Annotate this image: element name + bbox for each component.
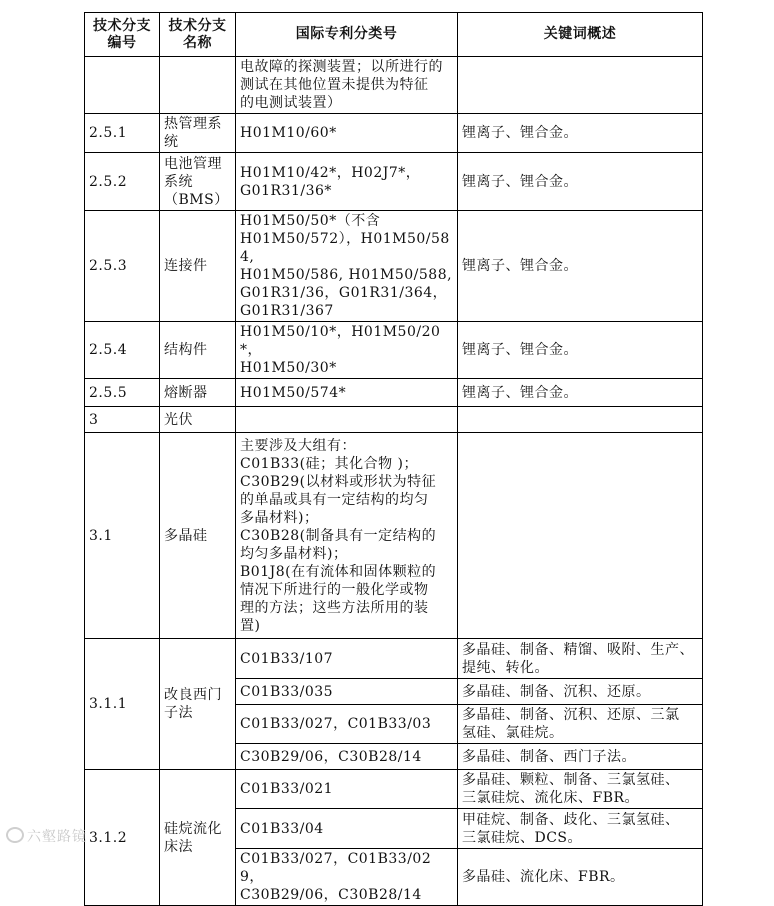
- row-code: 2.5.1: [85, 114, 160, 153]
- group-code: 3.1.2: [85, 770, 160, 906]
- header-name: 技术分支 名称: [160, 13, 236, 57]
- row-keywords: 多晶硅、制备、西门子法。: [458, 744, 703, 770]
- row-ipc: C01B33/027，C01B33/03: [236, 705, 458, 744]
- row-ipc: H01M10/42*，H02J7*， G01R31/36*: [236, 153, 458, 211]
- row-name: 热管理系 统: [160, 114, 236, 153]
- row-ipc: C01B33/107: [236, 639, 458, 679]
- table-row: [85, 114, 703, 153]
- header-keywords: 关键词概述: [458, 13, 703, 57]
- table-row: [85, 433, 703, 639]
- row-name: 结构件: [160, 322, 236, 379]
- patent-classification-table: [84, 12, 703, 906]
- row-ipc: H01M50/574*: [236, 379, 458, 407]
- watermark: [6, 826, 87, 846]
- row-keywords: 多晶硅、颗粒、制备、三氯氢硅、 三氯硅烷、流化床、FBR。: [458, 770, 703, 809]
- header-code: 技术分支 编号: [85, 13, 160, 57]
- row-ipc: H01M10/60*: [236, 114, 458, 153]
- row-name: [160, 57, 236, 114]
- row-keywords: 锂离子、锂合金。: [458, 114, 703, 153]
- row-name: 电池管理 系统 （BMS）: [160, 153, 236, 211]
- row-keywords: [458, 57, 703, 114]
- row-keywords: [458, 407, 703, 433]
- watermark-logo-icon: [6, 827, 24, 843]
- row-name: 光伏: [160, 407, 236, 433]
- watermark-text: 六壑路镜: [27, 829, 87, 845]
- row-keywords: 锂离子、锂合金。: [458, 153, 703, 211]
- row-ipc: C30B29/06，C30B28/14: [236, 744, 458, 770]
- row-code: 2.5.2: [85, 153, 160, 211]
- table-row: [85, 770, 703, 809]
- row-keywords: 锂离子、锂合金。: [458, 211, 703, 322]
- row-ipc: [236, 407, 458, 433]
- row-ipc: H01M50/50*（不含 H01M50/572），H01M50/584, H01M50/586, H01M50/588, G01R31/36，G01R31/364， G01R31/367: [236, 211, 458, 322]
- row-name: 熔断器: [160, 379, 236, 407]
- row-ipc: C01B33/04: [236, 809, 458, 849]
- row-keywords: 甲硅烷、制备、歧化、三氯氢硅、 三氯硅烷、DCS。: [458, 809, 703, 849]
- row-keywords: 多晶硅、流化床、FBR。: [458, 849, 703, 906]
- row-keywords: 锂离子、锂合金。: [458, 379, 703, 407]
- row-keywords: 多晶硅、制备、精馏、吸附、生产、 提纯、转化。: [458, 639, 703, 679]
- row-keywords: 多晶硅、制备、沉积、还原。: [458, 679, 703, 705]
- row-code: 2.5.5: [85, 379, 160, 407]
- row-keywords: [458, 433, 703, 639]
- header-ipc: 国际专利分类号: [236, 13, 458, 57]
- row-ipc: H01M50/10*，H01M50/20*， H01M50/30*: [236, 322, 458, 379]
- table-row: [85, 57, 703, 114]
- row-code: 3.1: [85, 433, 160, 639]
- table-row: [85, 211, 703, 322]
- group-code: 3.1.1: [85, 639, 160, 770]
- group-name: 硅烷流化 床法: [160, 770, 236, 906]
- row-code: 2.5.3: [85, 211, 160, 322]
- row-code: [85, 57, 160, 114]
- row-name: 连接件: [160, 211, 236, 322]
- row-ipc: 电故障的探测装置；以所进行的 测试在其他位置未提供为特征 的电测试装置）: [236, 57, 458, 114]
- row-keywords: 锂离子、锂合金。: [458, 322, 703, 379]
- row-code: 3: [85, 407, 160, 433]
- row-ipc: C01B33/021: [236, 770, 458, 809]
- group-name: 改良西门 子法: [160, 639, 236, 770]
- row-ipc: C01B33/027，C01B33/029， C30B29/06，C30B28/14: [236, 849, 458, 906]
- row-name: 多晶硅: [160, 433, 236, 639]
- table-row: [85, 379, 703, 407]
- table-row: [85, 153, 703, 211]
- row-keywords: 多晶硅、制备、沉积、还原、三氯 氢硅、氯硅烷。: [458, 705, 703, 744]
- row-ipc: C01B33/035: [236, 679, 458, 705]
- row-ipc: 主要涉及大组有： C01B33(硅；其化合物 )； C30B29(以材料或形状为特征 的单晶或具有一定结构的均匀 多晶材料)； C30B28(制备具有一定结构的 均匀多晶材料)； B01J8(在有流体和固体颗粒的 情况下所进行的一般化学或物 理的方法；这些方法所用的装 置): [236, 433, 458, 639]
- header-row: [85, 13, 703, 57]
- row-code: 2.5.4: [85, 322, 160, 379]
- table-row: [85, 407, 703, 433]
- table-row: [85, 322, 703, 379]
- table-row: [85, 639, 703, 679]
